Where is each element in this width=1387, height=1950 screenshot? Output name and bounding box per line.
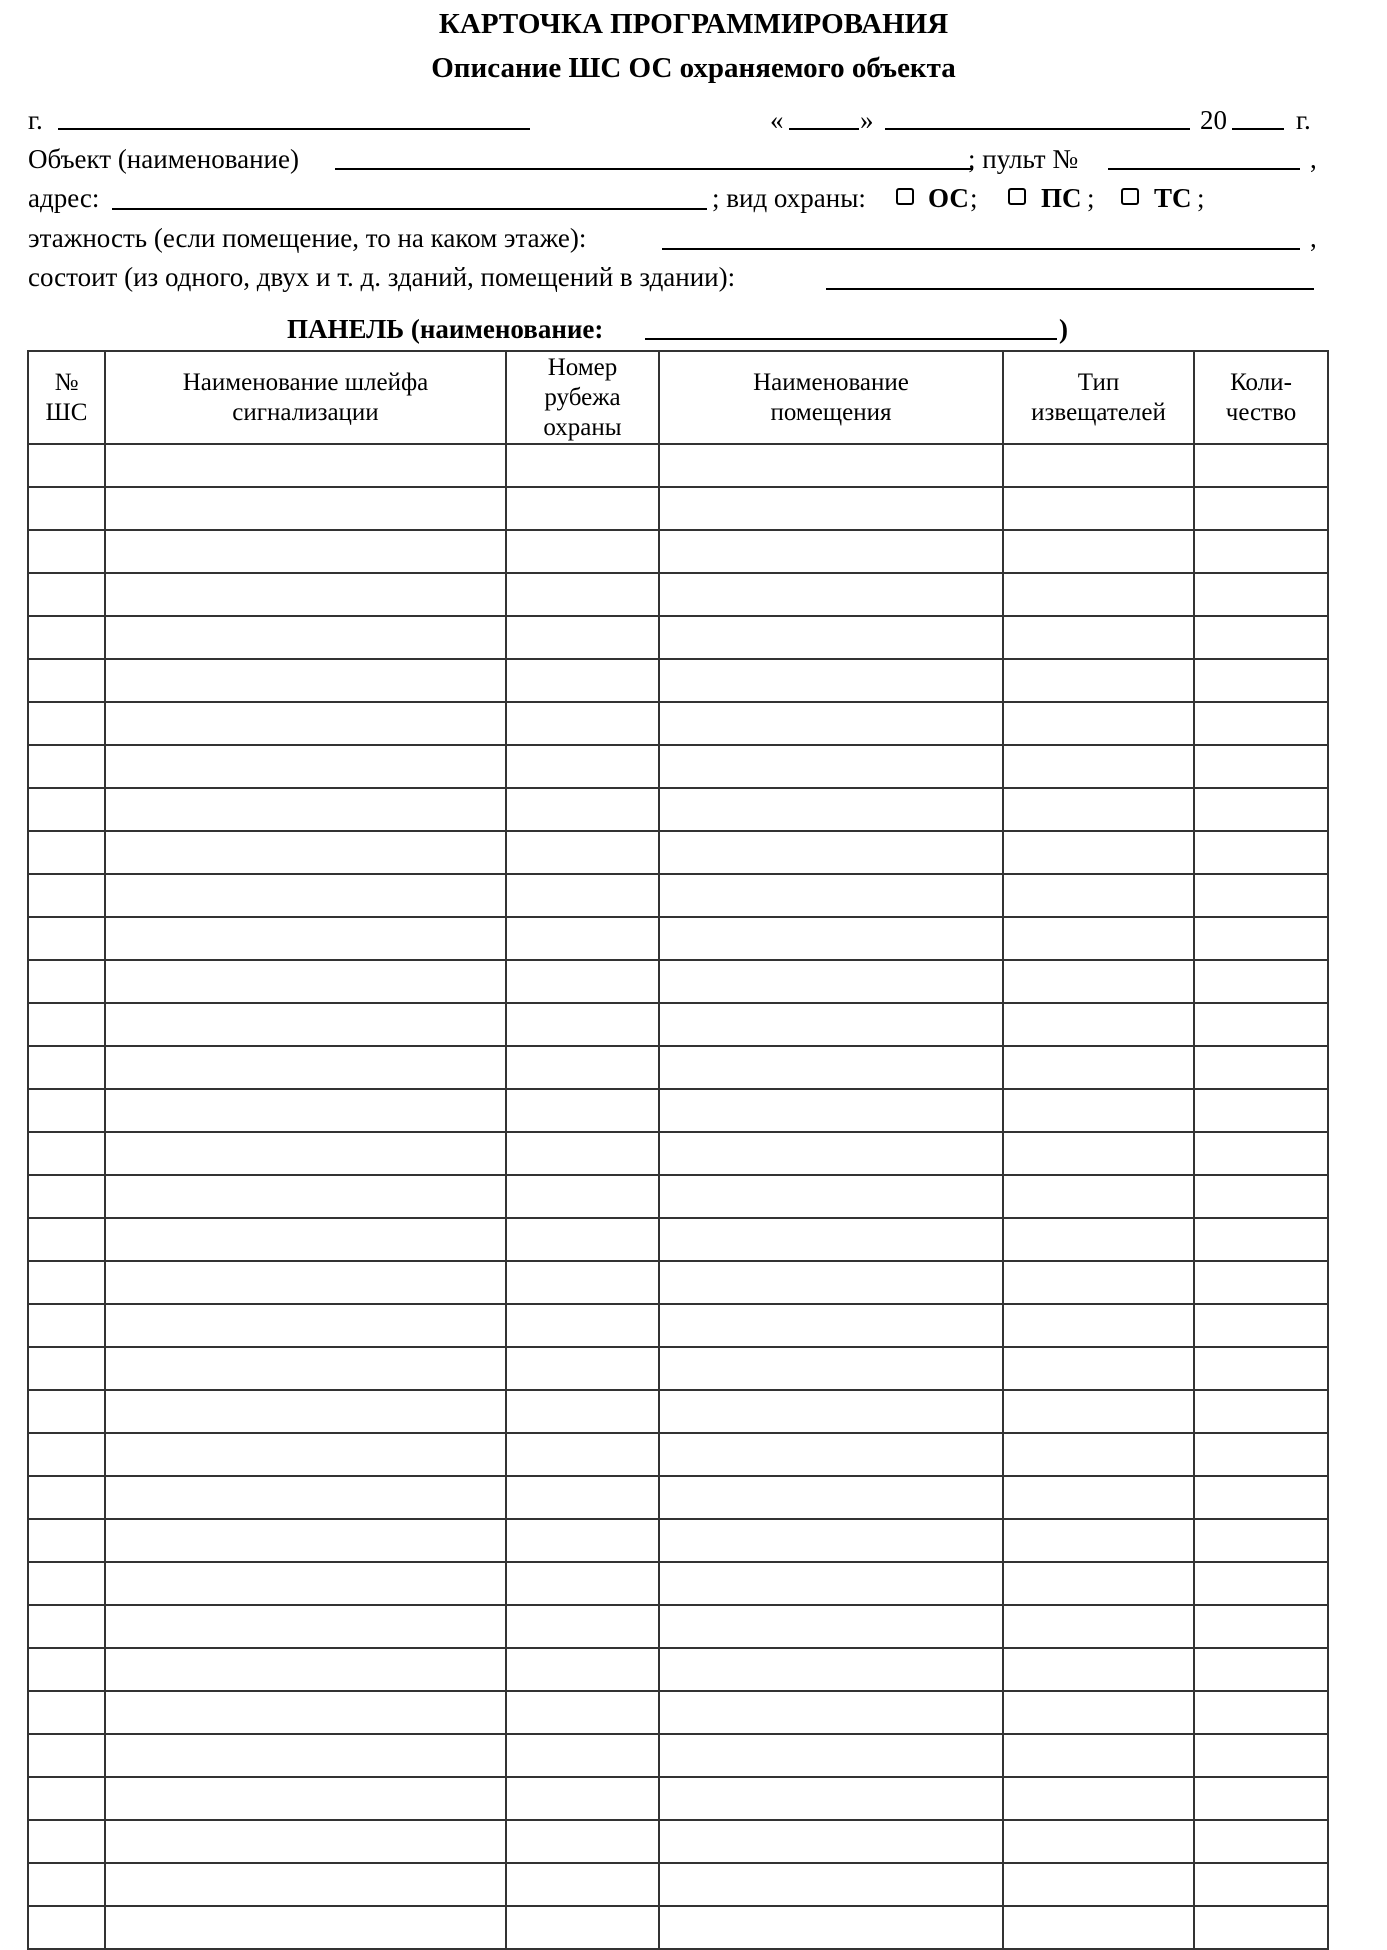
cell-quantity[interactable] [1194,1003,1328,1046]
table-row [28,788,1328,831]
table-row [28,1906,1328,1949]
cell-loop-number[interactable] [28,1777,105,1820]
cell-loop-name[interactable] [105,1433,506,1476]
table-row [28,745,1328,788]
cell-quantity[interactable] [1194,1261,1328,1304]
cell-loop-name[interactable] [105,1304,506,1347]
cell-room-name[interactable] [659,1304,1003,1347]
cell-quantity[interactable] [1194,960,1328,1003]
address-label: адрес: [28,183,100,213]
option-ps-separator: ; [1087,183,1095,213]
table-row [28,1390,1328,1433]
cell-loop-number[interactable] [28,1347,105,1390]
cell-quantity[interactable] [1194,1691,1328,1734]
cell-loop-number[interactable] [28,659,105,702]
cell-detector-type[interactable] [1003,573,1194,616]
cell-room-name[interactable] [659,487,1003,530]
cell-zone-number[interactable] [506,1175,659,1218]
floors-comma: , [1310,223,1317,253]
cell-detector-type[interactable] [1003,702,1194,745]
table-row [28,616,1328,659]
cell-zone-number[interactable] [506,788,659,831]
cell-detector-type[interactable] [1003,1562,1194,1605]
table-row [28,1433,1328,1476]
cell-loop-number[interactable] [28,1863,105,1906]
cell-room-name[interactable] [659,1777,1003,1820]
cell-room-name[interactable] [659,1863,1003,1906]
consists-field[interactable] [826,288,1314,290]
cell-detector-type[interactable] [1003,444,1194,487]
cell-quantity[interactable] [1194,1820,1328,1863]
cell-quantity[interactable] [1194,1734,1328,1777]
cell-zone-number[interactable] [506,1304,659,1347]
cell-loop-name[interactable] [105,1691,506,1734]
cell-zone-number[interactable] [506,1218,659,1261]
cell-loop-name[interactable] [105,1261,506,1304]
cell-detector-type[interactable] [1003,659,1194,702]
cell-detector-type[interactable] [1003,1089,1194,1132]
option-os-label: ОС [928,183,969,213]
address-field[interactable] [112,208,707,210]
cell-quantity[interactable] [1194,1089,1328,1132]
cell-loop-number[interactable] [28,573,105,616]
cell-loop-number[interactable] [28,1218,105,1261]
document-subtitle: Описание ШС ОС охраняемого объекта [431,52,956,84]
cell-detector-type[interactable] [1003,1777,1194,1820]
cell-detector-type[interactable] [1003,1175,1194,1218]
table-row [28,1777,1328,1820]
year-field[interactable] [1232,128,1284,130]
cell-zone-number[interactable] [506,1476,659,1519]
table-header-row [28,351,1328,444]
day-field[interactable] [789,128,859,130]
cell-detector-type[interactable] [1003,1046,1194,1089]
cell-detector-type[interactable] [1003,745,1194,788]
cell-quantity[interactable] [1194,1605,1328,1648]
table-row [28,487,1328,530]
option-ts-label: ТС [1154,183,1192,213]
cell-zone-number[interactable] [506,616,659,659]
city-label: г. [28,105,43,135]
console-comma: , [1310,144,1317,174]
cell-loop-number[interactable] [28,1175,105,1218]
cell-loop-number[interactable] [28,1046,105,1089]
cell-loop-number[interactable] [28,1132,105,1175]
cell-loop-number[interactable] [28,1734,105,1777]
col-header-detector-type: Тип извещателей [1003,351,1194,444]
cell-room-name[interactable] [659,960,1003,1003]
table-row [28,1304,1328,1347]
cell-room-name[interactable] [659,1261,1003,1304]
cell-detector-type[interactable] [1003,1476,1194,1519]
cell-quantity[interactable] [1194,1347,1328,1390]
consists-label: состоит (из одного, двух и т. д. зданий, помещений в здании): [28,262,736,292]
cell-loop-name[interactable] [105,1046,506,1089]
cell-room-name[interactable] [659,616,1003,659]
table-row [28,1605,1328,1648]
security-type-label: ; вид охраны: [712,183,866,213]
cell-loop-number[interactable] [28,831,105,874]
cell-loop-name[interactable] [105,530,506,573]
cell-loop-number[interactable] [28,444,105,487]
cell-quantity[interactable] [1194,702,1328,745]
cell-room-name[interactable] [659,1476,1003,1519]
cell-detector-type[interactable] [1003,1519,1194,1562]
cell-loop-name[interactable] [105,1218,506,1261]
cell-quantity[interactable] [1194,1906,1328,1949]
cell-quantity[interactable] [1194,1175,1328,1218]
cell-zone-number[interactable] [506,1046,659,1089]
table-row [28,573,1328,616]
cell-loop-name[interactable] [105,960,506,1003]
cell-zone-number[interactable] [506,960,659,1003]
cell-zone-number[interactable] [506,1691,659,1734]
option-ps-label: ПС [1041,183,1082,213]
cell-loop-number[interactable] [28,1562,105,1605]
cell-loop-name[interactable] [105,487,506,530]
cell-loop-name[interactable] [105,788,506,831]
cell-quantity[interactable] [1194,1304,1328,1347]
cell-loop-name[interactable] [105,831,506,874]
table-row [28,831,1328,874]
cell-quantity[interactable] [1194,1777,1328,1820]
cell-loop-name[interactable] [105,1863,506,1906]
col-header-room-name: Наименование помещения [659,351,1003,444]
cell-room-name[interactable] [659,1519,1003,1562]
cell-detector-type[interactable] [1003,917,1194,960]
cell-room-name[interactable] [659,874,1003,917]
cell-loop-number[interactable] [28,874,105,917]
cell-loop-name[interactable] [105,1132,506,1175]
cell-room-name[interactable] [659,1820,1003,1863]
cell-loop-number[interactable] [28,1648,105,1691]
cell-detector-type[interactable] [1003,1433,1194,1476]
cell-detector-type[interactable] [1003,530,1194,573]
cell-loop-number[interactable] [28,917,105,960]
cell-loop-number[interactable] [28,745,105,788]
cell-loop-name[interactable] [105,1820,506,1863]
table-row [28,530,1328,573]
cell-quantity[interactable] [1194,745,1328,788]
cell-detector-type[interactable] [1003,1863,1194,1906]
cell-loop-number[interactable] [28,1390,105,1433]
cell-room-name[interactable] [659,1046,1003,1089]
cell-detector-type[interactable] [1003,1390,1194,1433]
option-ts-separator: ; [1197,183,1205,213]
cell-loop-number[interactable] [28,1476,105,1519]
cell-loop-number[interactable] [28,1261,105,1304]
table-row [28,702,1328,745]
cell-zone-number[interactable] [506,874,659,917]
option-ps-checkbox[interactable] [1008,188,1026,205]
cell-quantity[interactable] [1194,1519,1328,1562]
cell-detector-type[interactable] [1003,487,1194,530]
cell-quantity[interactable] [1194,1218,1328,1261]
cell-loop-number[interactable] [28,1605,105,1648]
console-number-field[interactable] [1108,168,1300,170]
cell-room-name[interactable] [659,1175,1003,1218]
cell-loop-number[interactable] [28,1820,105,1863]
cell-detector-type[interactable] [1003,960,1194,1003]
cell-loop-name[interactable] [105,1648,506,1691]
cell-room-name[interactable] [659,1003,1003,1046]
object-label: Объект (наименование) [28,144,299,174]
table-row [28,1648,1328,1691]
cell-zone-number[interactable] [506,487,659,530]
cell-zone-number[interactable] [506,702,659,745]
cell-detector-type[interactable] [1003,1734,1194,1777]
month-field[interactable] [885,128,1190,130]
cell-room-name[interactable] [659,1734,1003,1777]
cell-loop-name[interactable] [105,1605,506,1648]
cell-zone-number[interactable] [506,1347,659,1390]
panel-label: ПАНЕЛЬ (наименование: [287,314,604,344]
cell-loop-name[interactable] [105,1003,506,1046]
cell-quantity[interactable] [1194,831,1328,874]
cell-loop-number[interactable] [28,702,105,745]
table-body [28,444,1328,1949]
cell-loop-name[interactable] [105,1390,506,1433]
cell-room-name[interactable] [659,1390,1003,1433]
cell-loop-name[interactable] [105,573,506,616]
cell-loop-number[interactable] [28,1906,105,1949]
cell-quantity[interactable] [1194,487,1328,530]
cell-detector-type[interactable] [1003,1820,1194,1863]
cell-zone-number[interactable] [506,831,659,874]
cell-room-name[interactable] [659,1906,1003,1949]
cell-loop-name[interactable] [105,1519,506,1562]
city-field[interactable] [58,128,530,130]
cell-loop-number[interactable] [28,1304,105,1347]
cell-room-name[interactable] [659,444,1003,487]
cell-zone-number[interactable] [506,1562,659,1605]
table-row [28,444,1328,487]
table-row [28,1562,1328,1605]
table-row [28,1519,1328,1562]
cell-detector-type[interactable] [1003,874,1194,917]
cell-zone-number[interactable] [506,1089,659,1132]
option-ts-checkbox[interactable] [1121,188,1139,205]
console-label: ; пульт № [968,144,1079,174]
cell-detector-type[interactable] [1003,1132,1194,1175]
cell-detector-type[interactable] [1003,1648,1194,1691]
cell-loop-number[interactable] [28,616,105,659]
cell-zone-number[interactable] [506,1261,659,1304]
cell-loop-number[interactable] [28,530,105,573]
cell-quantity[interactable] [1194,1390,1328,1433]
panel-close-paren: ) [1059,314,1068,344]
cell-detector-type[interactable] [1003,1605,1194,1648]
date-close-quote: » [860,105,874,135]
cell-loop-name[interactable] [105,444,506,487]
cell-quantity[interactable] [1194,530,1328,573]
cell-zone-number[interactable] [506,573,659,616]
cell-zone-number[interactable] [506,1906,659,1949]
cell-quantity[interactable] [1194,573,1328,616]
table-row [28,1175,1328,1218]
table-row [28,1218,1328,1261]
cell-zone-number[interactable] [506,1777,659,1820]
table-row [28,1347,1328,1390]
table-row [28,1863,1328,1906]
cell-detector-type[interactable] [1003,1261,1194,1304]
cell-zone-number[interactable] [506,530,659,573]
col-header-loop-number: № ШС [28,351,105,444]
cell-quantity[interactable] [1194,1648,1328,1691]
panel-name-field[interactable] [645,338,1057,340]
cell-loop-name[interactable] [105,1347,506,1390]
cell-detector-type[interactable] [1003,1304,1194,1347]
cell-quantity[interactable] [1194,1863,1328,1906]
table-row [28,1476,1328,1519]
cell-quantity[interactable] [1194,1046,1328,1089]
cell-room-name[interactable] [659,1132,1003,1175]
cell-quantity[interactable] [1194,1132,1328,1175]
cell-detector-type[interactable] [1003,1906,1194,1949]
cell-zone-number[interactable] [506,659,659,702]
cell-quantity[interactable] [1194,917,1328,960]
cell-detector-type[interactable] [1003,788,1194,831]
date-open-quote: « [770,105,784,135]
cell-detector-type[interactable] [1003,1691,1194,1734]
cell-loop-name[interactable] [105,702,506,745]
year-prefix: 20 [1200,105,1227,135]
col-header-quantity: Коли- чество [1194,351,1328,444]
cell-room-name[interactable] [659,745,1003,788]
cell-zone-number[interactable] [506,1003,659,1046]
cell-zone-number[interactable] [506,1519,659,1562]
cell-room-name[interactable] [659,1648,1003,1691]
table-row [28,1734,1328,1777]
cell-loop-number[interactable] [28,1691,105,1734]
table-row [28,1820,1328,1863]
cell-loop-number[interactable] [28,1003,105,1046]
document-title: КАРТОЧКА ПРОГРАММИРОВАНИЯ [438,8,949,40]
cell-quantity[interactable] [1194,616,1328,659]
cell-loop-number[interactable] [28,1433,105,1476]
cell-room-name[interactable] [659,788,1003,831]
cell-quantity[interactable] [1194,788,1328,831]
cell-detector-type[interactable] [1003,831,1194,874]
table-row [28,1132,1328,1175]
cell-zone-number[interactable] [506,1648,659,1691]
table-row [28,1046,1328,1089]
cell-loop-name[interactable] [105,917,506,960]
table-row [28,960,1328,1003]
cell-room-name[interactable] [659,1433,1003,1476]
cell-zone-number[interactable] [506,1605,659,1648]
cell-loop-number[interactable] [28,1089,105,1132]
col-header-zone-number: Номер рубежа охраны [506,351,659,444]
cell-quantity[interactable] [1194,659,1328,702]
cell-zone-number[interactable] [506,1132,659,1175]
cell-zone-number[interactable] [506,1820,659,1863]
cell-zone-number[interactable] [506,745,659,788]
cell-quantity[interactable] [1194,1476,1328,1519]
cell-zone-number[interactable] [506,444,659,487]
floors-label: этажность (если помещение, то на каком этаже): [28,223,587,253]
cell-room-name[interactable] [659,917,1003,960]
cell-room-name[interactable] [659,1691,1003,1734]
table-row [28,917,1328,960]
cell-zone-number[interactable] [506,1863,659,1906]
cell-zone-number[interactable] [506,1390,659,1433]
cell-loop-name[interactable] [105,1476,506,1519]
table-row [28,1003,1328,1046]
cell-quantity[interactable] [1194,444,1328,487]
floors-field[interactable] [662,248,1300,250]
table-row [28,1261,1328,1304]
cell-detector-type[interactable] [1003,1003,1194,1046]
cell-loop-name[interactable] [105,1734,506,1777]
cell-quantity[interactable] [1194,1433,1328,1476]
year-suffix: г. [1296,105,1311,135]
cell-detector-type[interactable] [1003,1218,1194,1261]
cell-loop-number[interactable] [28,1519,105,1562]
loops-table [27,350,1329,1950]
cell-room-name[interactable] [659,1562,1003,1605]
cell-loop-name[interactable] [105,745,506,788]
cell-loop-number[interactable] [28,788,105,831]
cell-loop-name[interactable] [105,1906,506,1949]
cell-loop-name[interactable] [105,1777,506,1820]
cell-room-name[interactable] [659,1089,1003,1132]
cell-room-name[interactable] [659,1605,1003,1648]
object-name-field[interactable] [335,168,973,170]
cell-loop-name[interactable] [105,659,506,702]
cell-zone-number[interactable] [506,1734,659,1777]
cell-quantity[interactable] [1194,874,1328,917]
cell-room-name[interactable] [659,1218,1003,1261]
table-row [28,1691,1328,1734]
cell-detector-type[interactable] [1003,616,1194,659]
cell-room-name[interactable] [659,659,1003,702]
col-header-loop-name: Наименование шлейфа сигнализации [105,351,506,444]
cell-zone-number[interactable] [506,917,659,960]
cell-loop-number[interactable] [28,960,105,1003]
cell-zone-number[interactable] [506,1433,659,1476]
option-os-separator: ; [970,183,978,213]
table-row [28,874,1328,917]
table-row [28,659,1328,702]
cell-quantity[interactable] [1194,1562,1328,1605]
cell-loop-name[interactable] [105,1562,506,1605]
table-row [28,1089,1328,1132]
cell-loop-name[interactable] [105,874,506,917]
cell-room-name[interactable] [659,831,1003,874]
cell-detector-type[interactable] [1003,1347,1194,1390]
cell-loop-name[interactable] [105,616,506,659]
option-os-checkbox[interactable] [896,188,914,205]
cell-room-name[interactable] [659,573,1003,616]
cell-loop-name[interactable] [105,1089,506,1132]
cell-loop-number[interactable] [28,487,105,530]
cell-loop-name[interactable] [105,1175,506,1218]
cell-room-name[interactable] [659,1347,1003,1390]
cell-room-name[interactable] [659,530,1003,573]
cell-room-name[interactable] [659,702,1003,745]
